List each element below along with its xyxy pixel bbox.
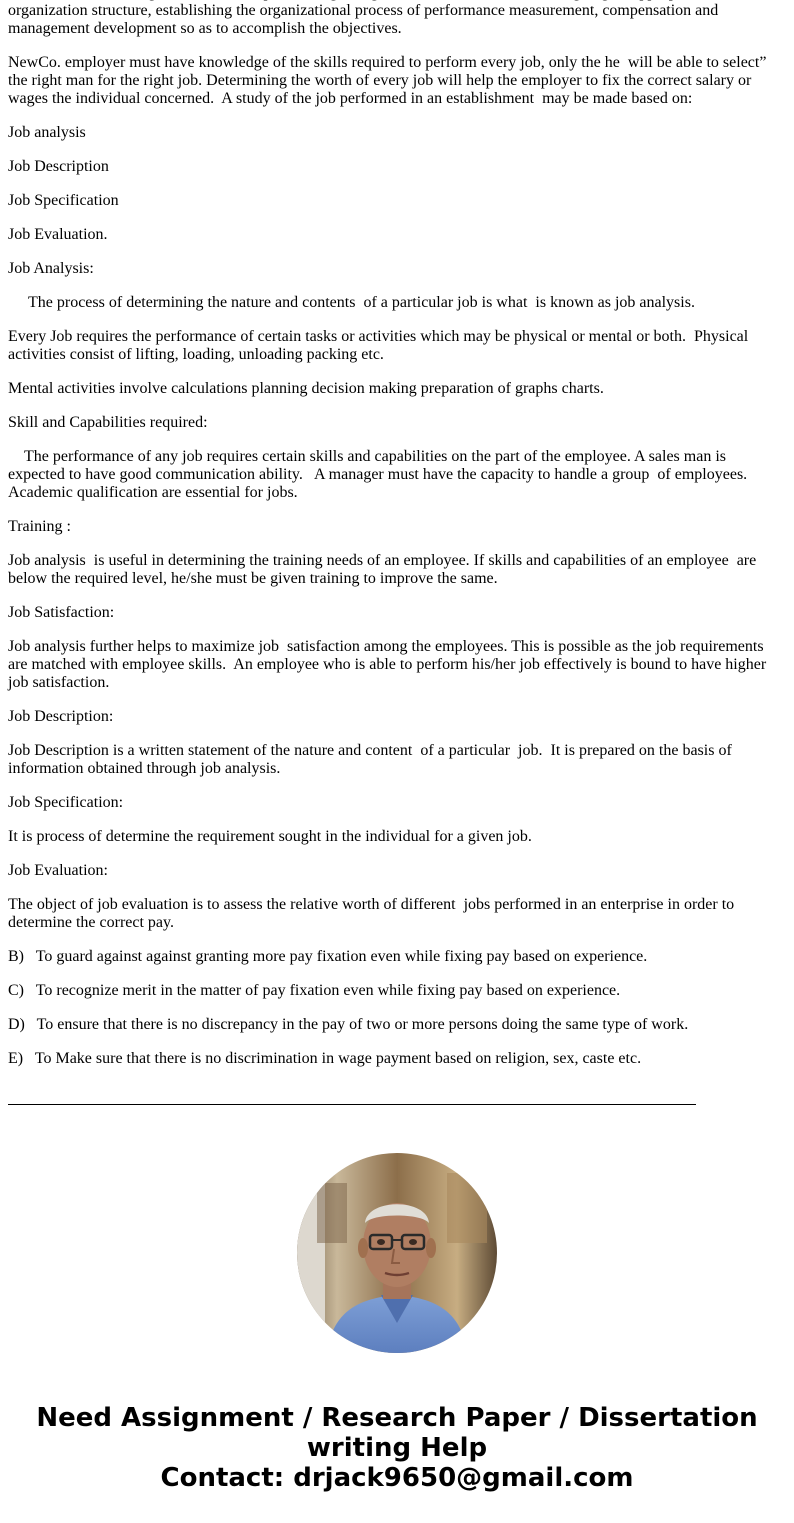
paragraph-job-analysis-definition: The process of determining the nature and contents of a particular job is what is known as job analysis.: [8, 294, 695, 311]
paragraph-job-satisfaction: Job analysis further helps to maximize job satisfaction among the employees. This is possible as the job requirements are matched with employee skills. An employee who is able to perform his/her job effectively is bound to have higher job satisfaction.: [8, 638, 771, 691]
list-item-d: D) To ensure that there is no discrepancy in the pay of two or more persons doing the same type of work.: [8, 1016, 689, 1033]
list-item-job-specification: Job Specification: [8, 192, 119, 209]
paragraph-job-description: Job Description is a written statement of the nature and content of a particular job. It is prepared on the basis of information obtained through job analysis.: [8, 742, 736, 777]
heading-job-satisfaction: Job Satisfaction:: [8, 604, 115, 621]
footer-line-2: writing Help: [306, 1433, 488, 1463]
list-item-job-evaluation: Job Evaluation.: [8, 226, 108, 243]
list-item-b: B) To guard against against granting more pay fixation even while fixing pay based on experience.: [8, 948, 648, 965]
avatar: [297, 1153, 497, 1353]
document-body: [8, 0, 778, 1084]
heading-job-evaluation: Job Evaluation:: [8, 862, 108, 879]
heading-skills-capabilities: Skill and Capabilities required:: [8, 414, 208, 431]
heading-job-specification: Job Specification:: [8, 794, 124, 811]
paragraph-training: Job analysis is useful in determining the training needs of an employee. If skills and capabilities of an employee are below the required level, he/she must be given training to improve the same.: [8, 552, 761, 587]
list-item-e: E) To Make sure that there is no discrimination in wage payment based on religion, sex, caste etc.: [8, 1050, 642, 1067]
heading-job-description: Job Description:: [8, 708, 114, 725]
paragraph-intro: organization structure, establishing the organizational process of performance measurement, compensation and management development so as to accomplish the objectives.: [8, 2, 719, 37]
avatar-portrait-icon: [297, 1153, 497, 1353]
paragraph-tasks-activities: Every Job requires the performance of certain tasks or activities which may be physical or mental or both. Physical activities consist of lifting, loading, unloading packing etc.: [8, 328, 753, 363]
footer-contact: [0, 1403, 794, 1493]
horizontal-divider: [8, 1104, 696, 1105]
footer-contact-email: Contact: drjack9650@gmail.com: [160, 1463, 634, 1493]
paragraph-employer-knowledge: NewCo. employer must have knowledge of the skills required to perform every job, only the he will be able to select” the right man for the right job. Determining the worth of every job will help the employer to fix the correct salary or wages the individual concerned. A study of the job performed in an establishment may be made based on:: [8, 54, 771, 107]
paragraph-job-specification: It is process of determine the requirement sought in the individual for a given job.: [8, 828, 532, 845]
list-item-c: C) To recognize merit in the matter of pay fixation even while fixing pay based on experience.: [8, 982, 621, 999]
heading-job-analysis: Job Analysis:: [8, 260, 94, 277]
paragraph-job-evaluation: The object of job evaluation is to assess the relative worth of different jobs performed in an enterprise in order to determine the correct pay.: [8, 896, 739, 931]
heading-training: Training :: [8, 518, 71, 535]
list-item-job-analysis: Job analysis: [8, 124, 86, 141]
paragraph-mental-activities: Mental activities involve calculations planning decision making preparation of graphs charts.: [8, 380, 604, 397]
footer-line-1: Need Assignment / Research Paper / Dissertation: [36, 1403, 758, 1433]
paragraph-skills-capabilities: The performance of any job requires certain skills and capabilities on the part of the employee. A sales man is expected to have good communication ability. A manager must have the capacity to handle a group of employees. Academic qualification are essential for jobs.: [8, 448, 759, 501]
list-item-job-description: Job Description: [8, 158, 109, 175]
